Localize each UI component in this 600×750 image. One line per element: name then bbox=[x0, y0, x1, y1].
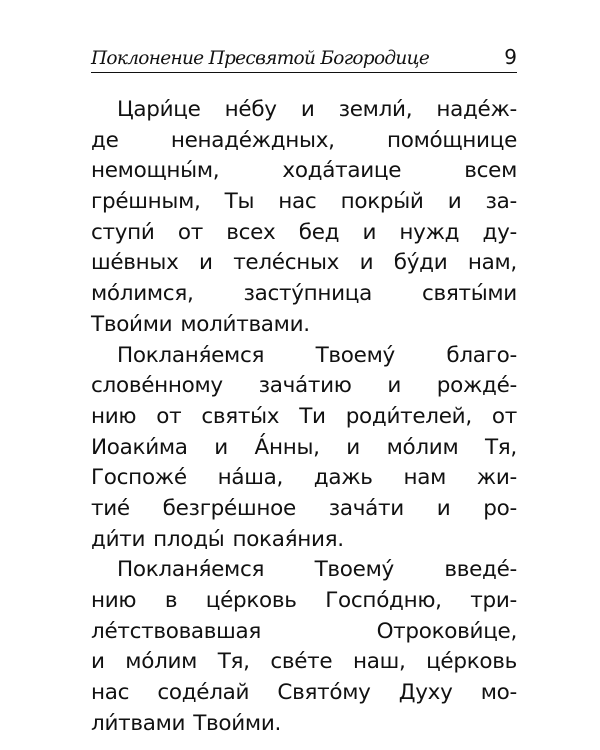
word: три- bbox=[470, 588, 517, 613]
word: Цари́це bbox=[117, 97, 201, 122]
word: зача́ти bbox=[328, 495, 404, 521]
word: от bbox=[177, 219, 203, 245]
word: нию bbox=[91, 588, 137, 613]
text-line bbox=[91, 586, 517, 617]
text-line bbox=[91, 341, 517, 372]
word: Покланя́емся bbox=[117, 557, 265, 583]
word: Твои́ми bbox=[91, 311, 173, 337]
word: Госпо́дню, bbox=[325, 588, 442, 613]
word: Тя, bbox=[217, 649, 250, 675]
text-line bbox=[91, 95, 517, 126]
paragraph-1 bbox=[91, 95, 517, 341]
word: помо́щнице bbox=[386, 127, 517, 153]
word: в bbox=[164, 588, 178, 613]
word: и bbox=[346, 434, 360, 460]
text-line bbox=[91, 494, 517, 525]
word: рожде́- bbox=[436, 373, 517, 399]
word: и bbox=[436, 495, 451, 521]
text-line bbox=[91, 310, 517, 341]
word: и bbox=[447, 189, 462, 215]
text-line bbox=[91, 433, 517, 464]
word: плоды́ bbox=[153, 526, 225, 552]
word: всех bbox=[226, 219, 276, 245]
word: земли́, bbox=[338, 97, 413, 122]
word: и bbox=[91, 649, 105, 675]
word: нам bbox=[403, 465, 447, 491]
word: ле́тствовавшая bbox=[91, 618, 262, 644]
text-line bbox=[91, 156, 517, 187]
text-line bbox=[91, 371, 517, 402]
text-line bbox=[91, 218, 517, 249]
word: безгре́шное bbox=[162, 495, 296, 521]
word: мо- bbox=[480, 680, 517, 706]
word: всем bbox=[464, 158, 517, 184]
word: засту́пница bbox=[243, 281, 373, 307]
text-line bbox=[91, 709, 517, 740]
word: Тя, bbox=[484, 434, 517, 460]
word: и bbox=[362, 219, 377, 245]
word: наш, bbox=[352, 649, 406, 675]
word: святы́х bbox=[201, 403, 280, 429]
word: благо- bbox=[446, 342, 517, 368]
running-title: Поклонение Пресвятой Богородице bbox=[91, 48, 430, 69]
text-line bbox=[91, 248, 517, 279]
word: и bbox=[214, 434, 228, 460]
word: Госпоже́ bbox=[91, 465, 187, 491]
word: Ты bbox=[224, 189, 255, 215]
word: слове́нному bbox=[91, 373, 223, 399]
word: нас bbox=[278, 189, 317, 215]
word: де bbox=[91, 127, 119, 153]
word: соде́лай bbox=[157, 680, 250, 706]
word: мо́лимся, bbox=[91, 281, 194, 307]
word: моли́твами. bbox=[180, 311, 310, 337]
word: Иоаки́ма bbox=[91, 434, 188, 460]
word: ду- bbox=[482, 219, 517, 245]
word: Покланя́емся bbox=[117, 342, 265, 368]
word: нужд bbox=[399, 219, 460, 245]
word: немощны́м, bbox=[91, 158, 220, 184]
word: хода́таице bbox=[282, 158, 402, 184]
word: святы́ми bbox=[421, 281, 517, 307]
word: А́нны, bbox=[254, 434, 320, 460]
text-line bbox=[91, 647, 517, 678]
word: и bbox=[300, 97, 315, 122]
word: от bbox=[491, 403, 517, 429]
word: мо́лим bbox=[386, 434, 459, 460]
word: Твоему́ bbox=[315, 342, 395, 368]
text-line bbox=[91, 279, 517, 310]
word: ненаде́ждных, bbox=[170, 127, 335, 153]
word: Духу bbox=[398, 680, 453, 706]
word: теле́сных bbox=[233, 250, 340, 276]
word: Твоему́ bbox=[314, 557, 394, 583]
word: бу́ди bbox=[393, 250, 448, 276]
word: покры́й bbox=[340, 189, 424, 215]
word: наде́ж- bbox=[436, 97, 517, 122]
word: от bbox=[156, 403, 182, 429]
word: це́рковь bbox=[426, 649, 517, 675]
book-page bbox=[91, 44, 517, 739]
word: нам, bbox=[467, 250, 517, 276]
word: жи- bbox=[476, 465, 517, 491]
word: и bbox=[199, 250, 213, 276]
text-line bbox=[91, 555, 517, 586]
text-line bbox=[91, 187, 517, 218]
word: нас bbox=[91, 680, 130, 706]
word: зача́тию bbox=[258, 373, 352, 399]
word: ли́твами bbox=[91, 710, 186, 736]
word: Твои́ми. bbox=[193, 710, 282, 736]
word: ро- bbox=[483, 495, 517, 521]
word: дажь bbox=[313, 465, 373, 491]
word: и bbox=[359, 250, 374, 276]
word: све́те bbox=[270, 649, 333, 675]
word: тие́ bbox=[91, 495, 130, 521]
word: нию bbox=[91, 403, 137, 429]
text-line bbox=[91, 617, 517, 648]
word: Ти bbox=[299, 403, 326, 429]
word: покая́ния. bbox=[232, 526, 344, 552]
text-line bbox=[91, 525, 517, 556]
paragraph-3 bbox=[91, 555, 517, 739]
text-line bbox=[91, 678, 517, 709]
word: на́ша, bbox=[217, 465, 283, 491]
word: Отрокови́це, bbox=[376, 618, 517, 644]
word: ди́ти bbox=[91, 526, 146, 552]
word: гре́шным, bbox=[91, 189, 201, 215]
word: мо́лим bbox=[125, 649, 198, 675]
word: роди́телей, bbox=[345, 403, 472, 429]
prayer-text bbox=[91, 95, 517, 739]
paragraph-2 bbox=[91, 341, 517, 556]
text-line bbox=[91, 402, 517, 433]
text-line bbox=[91, 126, 517, 157]
text-line bbox=[91, 463, 517, 494]
word: ступи́ bbox=[91, 219, 155, 245]
word: це́рковь bbox=[205, 588, 297, 613]
running-header bbox=[91, 44, 517, 73]
word: введе́- bbox=[444, 557, 517, 583]
word: Свято́му bbox=[277, 680, 371, 706]
page-number: 9 bbox=[504, 45, 517, 69]
word: бед bbox=[298, 219, 340, 245]
word: за- bbox=[485, 189, 517, 215]
word: ше́вных bbox=[91, 250, 179, 276]
word: не́бу bbox=[224, 97, 277, 122]
word: и bbox=[387, 373, 401, 399]
